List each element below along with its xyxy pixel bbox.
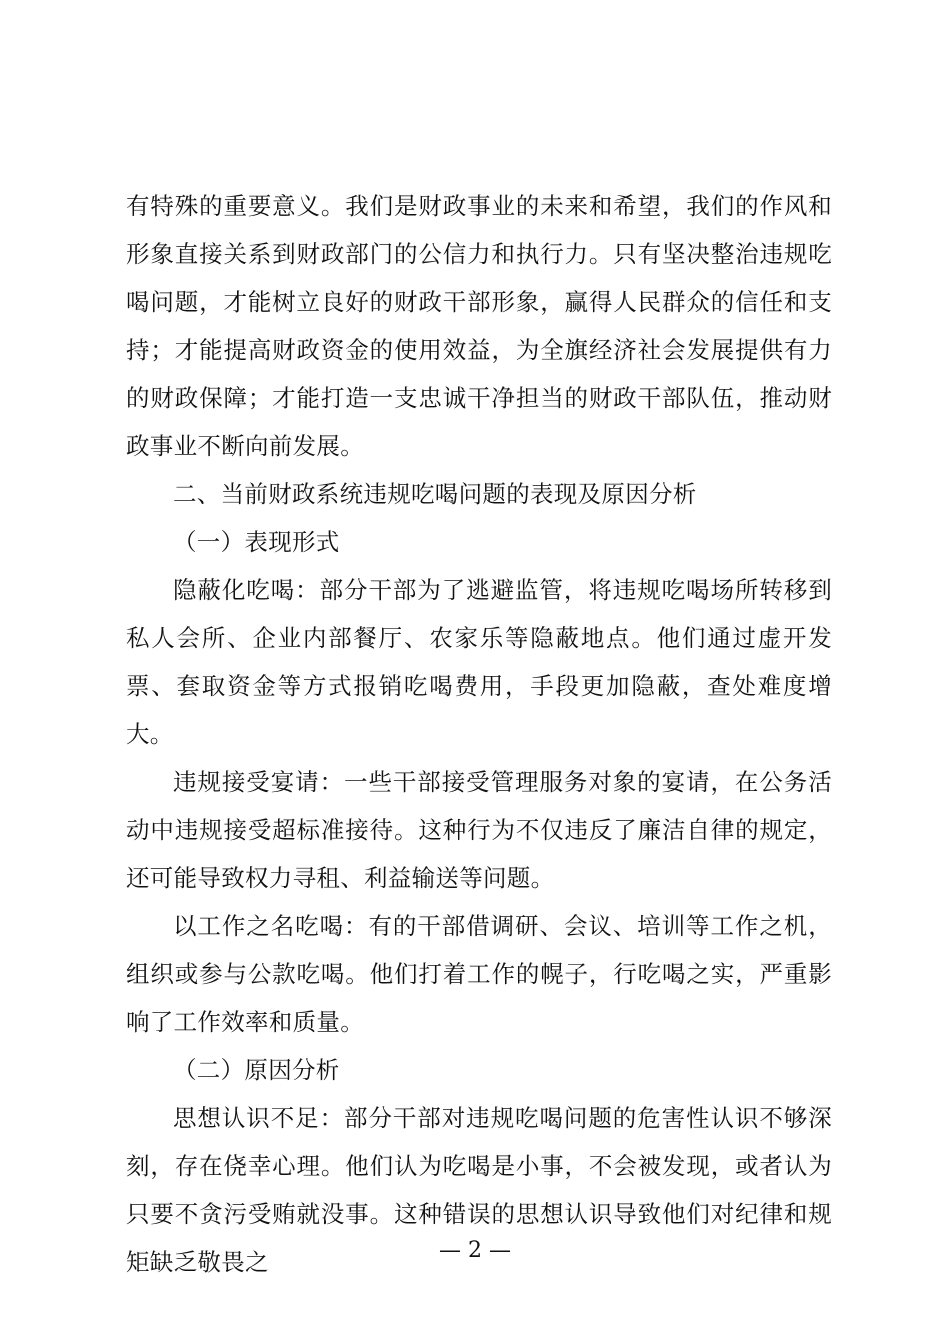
document-body: [126, 182, 832, 1286]
paragraph-accepting-banquets: 违规接受宴请：一些干部接受管理服务对象的宴请，在公务活动中违规接受超标准接待。这种行为不仅违反了廉洁自律的规定，还可能导致权力寻租、利益输送等问题。: [126, 768, 832, 892]
paragraph-hidden-dining: 隐蔽化吃喝：部分干部为了逃避监管，将违规吃喝场所转移到私人会所、企业内部餐厅、农家乐等隐蔽地点。他们通过虚开发票、套取资金等方式报销吃喝费用，手段更加隐蔽，查处难度增大。: [126, 576, 832, 748]
paragraph-insufficient-awareness: 思想认识不足：部分干部对违规吃喝问题的危害性认识不够深刻，存在侥幸心理。他们认为吃喝是小事，不会被发现，或者认为只要不贪污受贿就没事。这种错误的思想认识导致他们对纪律和规矩缺乏敬畏之: [126, 1104, 832, 1276]
subsection-heading-causes: （二）原因分析: [173, 1056, 340, 1084]
page-number: — 2 —: [439, 1238, 511, 1263]
paragraph-work-pretext-dining: 以工作之名吃喝：有的干部借调研、会议、培训等工作之机，组织或参与公款吃喝。他们打着工作的幌子，行吃喝之实，严重影响了工作效率和质量。: [126, 912, 832, 1036]
section-heading-2: 二、当前财政系统违规吃喝问题的表现及原因分析: [173, 480, 697, 508]
subsection-heading-forms: （一）表现形式: [173, 528, 340, 556]
paragraph-continuation: 有特殊的重要意义。我们是财政事业的未来和希望，我们的作风和形象直接关系到财政部门的公信力和执行力。只有坚决整治违规吃喝问题，才能树立良好的财政干部形象，赢得人民群众的信任和支持；才能提高财政资金的使用效益，为全旗经济社会发展提供有力的财政保障；才能打造一支忠诚干净担当的财政干部队伍，推动财政事业不断向前发展。: [126, 192, 832, 460]
